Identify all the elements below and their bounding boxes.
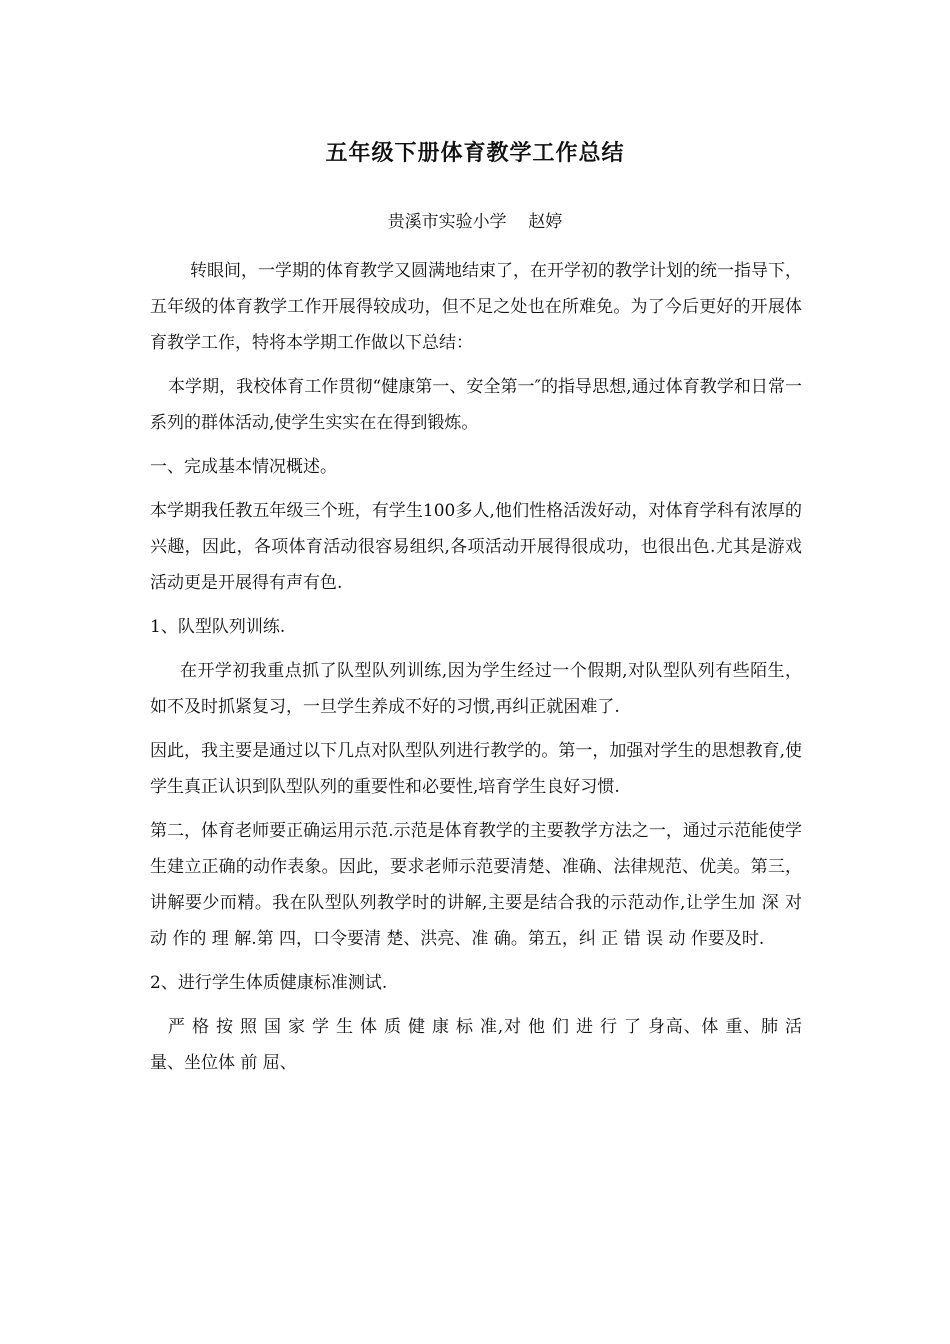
paragraph-demonstration: 第二，体育老师要正确运用示范.示范是体育教学的主要教学方法之一，通过示范能使学生建立正确的动作表象。因此，要求老师示范要清楚、准确、法律规范、优美。第三，讲解要少而精。我在队型队列教学时的讲解,主要是结合我的示范动作,让学生加 深 对 动 作的 理 解.第 四，口令要清 楚、洪亮、准 确。第五，纠 正 错 误 动 作要及时. xyxy=(150,821,808,949)
document-byline: 贵溪市实验小学 赵婷 xyxy=(387,212,563,232)
paragraph-fitness-test: 严 格 按 照 国 家 学 生 体 质 健 康 标 准,对 他 们 进 行 了 身高、体 重、肺 活 量、坐位体 前 屈、 xyxy=(150,1017,808,1073)
paragraph-intro: 转眼间，一学期的体育教学又圆满地结束了，在开学初的教学计划的统一指导下，五年级的体育教学工作开展得较成功，但不足之处也在所难免。为了今后更好的开展体育教学工作，特将本学期工作做以下总结： xyxy=(150,261,802,353)
subheading-formation-training: 1、队型队列训练. xyxy=(150,617,286,637)
paragraph-formation-method: 因此，我主要是通过以下几点对队型队列进行教学的。第一，加强对学生的思想教育,使学生真正认识到队型队列的重要性和必要性,培育学生良好习惯. xyxy=(150,741,802,797)
paragraph-guideline: 本学期，我校体育工作贯彻“健康第一、安全第一″的指导思想,通过体育教学和日常一系列的群体活动,使学生实实在在得到锻炼。 xyxy=(150,377,802,433)
paragraph-formation-training: 在开学初我重点抓了队型队列训练,因为学生经过一个假期,对队型队列有些陌生，如不及时抓紧复习，一旦学生养成不好的习惯,再纠正就困难了. xyxy=(150,661,802,717)
subheading-fitness-test: 2、进行学生体质健康标准测试. xyxy=(150,973,388,993)
section-heading-overview: 一、完成基本情况概述。 xyxy=(150,457,337,477)
document-body xyxy=(150,253,808,1081)
document-title: 五年级下册体育教学工作总结 xyxy=(325,141,625,166)
paragraph-overview: 本学期我任教五年级三个班，有学生100多人,他们性格活泼好动，对体育学科有浓厚的兴趣，因此，各项体育活动很容易组织,各项活动开展得很成功，也很出色.尤其是游戏活动更是开展得有声有色. xyxy=(150,501,802,593)
